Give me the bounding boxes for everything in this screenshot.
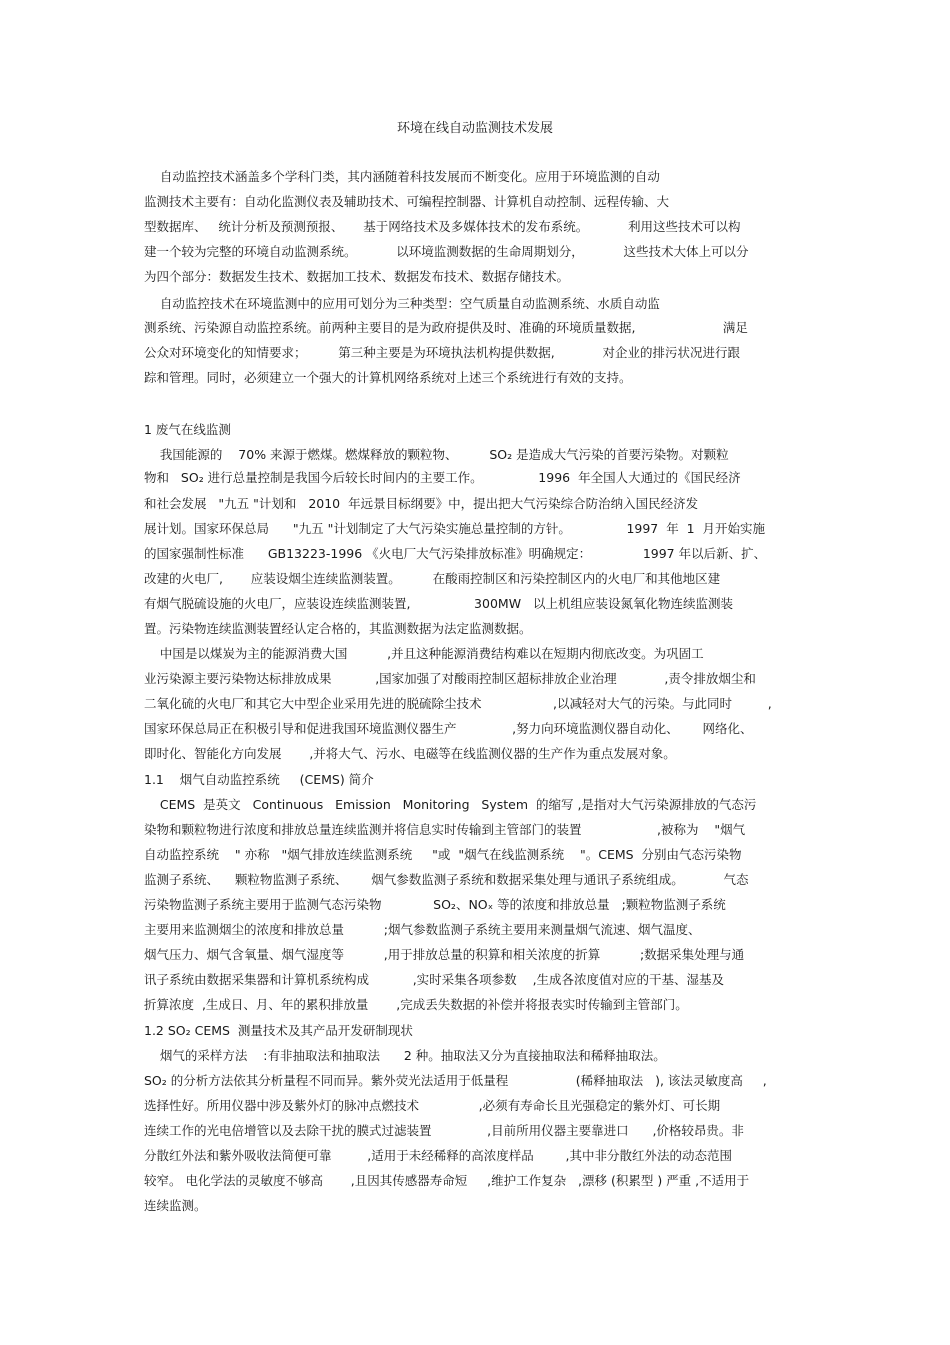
text-line: 有烟气脱硫设施的火电厂，应装设连续监测装置, 300MW 以上机组应装设氮氧化物连续监测装 (144, 596, 733, 611)
text-line: SO₂ 的分析方法依其分析量程不同而异。紫外荧光法适用于低量程 (稀释抽取法 ), 该法灵敏度高 , (144, 1073, 767, 1088)
text-line: 的国家强制性标准 GB13223-1996 《火电厂大气污染排放标准》明确规定： 1997 年以后新、扩、 (144, 546, 767, 561)
text-line: 自动监控技术在环境监测中的应用可划分为三种类型：空气质量自动监测系统、水质自动监 (144, 296, 660, 311)
text-line: 二氧化硫的火电厂和其它大中型企业采用先进的脱硫除尘技术 ,以减轻对大气的污染。与此同时 , (144, 696, 772, 711)
text-line: 主要用来监测烟尘的浓度和排放总量 ;烟气参数监测子系统主要用来测量烟气流速、烟气温度、 (144, 922, 701, 937)
text-line: 烟气压力、烟气含氧量、烟气湿度等 ,用于排放总量的积算和相关浓度的折算 ;数据采集处理与通 (144, 947, 745, 962)
text-line: 建一个较为完整的环境自动监测系统。 以环境监测数据的生命周期划分， 这些技术大体上可以分 (144, 244, 749, 259)
text-line: 和社会发展 "九五 "计划和 2010 年远景目标纲要》中，提出把大气污染综合防治纳入国民经济发 (144, 496, 699, 511)
text-line: 测系统、污染源自动监控系统。前两种主要目的是为政府提供及时、准确的环境质量数据, 满足 (144, 320, 748, 335)
document-title: 环境在线自动监测技术发展 (396, 121, 553, 136)
text-line: 型数据库、 统计分析及预测预报、 基于网络技术及多媒体技术的发布系统。 利用这些技术可以构 (144, 219, 741, 234)
text-line: 踪和管理。同时，必须建立一个强大的计算机网络系统对上述三个系统进行有效的支持。 (144, 370, 632, 385)
text-line: 国家环保总局正在积极引导和促进我国环境监测仪器生产 ,努力向环境监测仪器自动化、 网络化、 (144, 721, 753, 736)
section-heading: 1.1 烟气自动监控系统 (CEMS) 简介 (144, 772, 374, 787)
text-line: 讯子系统由数据采集器和计算机系统构成 ,实时采集各项参数 ,生成各浓度值对应的干基、湿基及 (144, 972, 725, 987)
text-line: 置。污染物连续监测装置经认定合格的，其监测数据为法定监测数据。 (144, 621, 532, 636)
section-heading: 1.2 SO₂ CEMS 测量技术及其产品开发研制现状 (144, 1023, 413, 1038)
text-line: CEMS 是英文 Continuous Emission Monitoring System 的缩写 ,是指对大气污染源排放的气态污 (144, 797, 757, 812)
text-line: 监测技术主要有：自动化监测仪表及辅助技术、可编程控制器、计算机自动控制、远程传输、大 (144, 194, 670, 209)
text-line: 自动监控技术涵盖多个学科门类，其内涵随着科技发展而不断变化。应用于环境监测的自动 (144, 169, 660, 184)
text-line: 业污染源主要污染物达标排放成果 ,国家加强了对酸雨控制区超标排放企业治理 ,责令排放烟尘和 (144, 671, 756, 686)
text-line: 改建的火电厂, 应装设烟尘连续监测装置。 在酸雨控制区和污染控制区内的火电厂和其他地区建 (144, 571, 721, 586)
text-line: 监测子系统、 颗粒物监测子系统、 烟气参数监测子系统和数据采集处理与通讯子系统组成。 气态 (144, 872, 749, 887)
text-line: 折算浓度 ,生成日、月、年的累积排放量 ,完成丢失数据的补偿并将报表实时传输到主管部门。 (144, 997, 688, 1012)
text-line: 展计划。国家环保总局 "九五 "计划制定了大气污染实施总量控制的方针。 1997 年 1 月开始实施 (144, 521, 766, 536)
text-line: 烟气的采样方法 :有非抽取法和抽取法 2 种。抽取法又分为直接抽取法和稀释抽取法。 (144, 1048, 666, 1063)
text-line: 选择性好。所用仪器中涉及紫外灯的脉冲点燃技术 ,必须有寿命长且光强稳定的紫外灯、可长期 (144, 1098, 721, 1113)
text-line: 中国是以煤炭为主的能源消费大国 ,并且这种能源消费结构难以在短期内彻底改变。为巩固工 (144, 646, 704, 661)
text-line: 染物和颗粒物进行浓度和排放总量连续监测并将信息实时传输到主管部门的装置 ,被称为 "烟气 (144, 822, 746, 837)
text-line: 自动监控系统 " 亦称 "烟气排放连续监测系统 "或 "烟气在线监测系统 "。CEMS 分别由气态污染物 (144, 847, 742, 862)
text-line: 我国能源的 70% 来源于燃煤。燃煤释放的颗粒物、 SO₂ 是造成大气污染的首要污染物。对颗粒 (144, 447, 729, 462)
text-line: 较窄。 电化学法的灵敏度不够高 ,且因其传感器寿命短 ,维护工作复杂 ,漂移 (积累型 ) 严重 ,不适用于 (144, 1173, 750, 1188)
text-line: 连续监测。 (144, 1198, 207, 1213)
text-line: 物和 SO₂ 进行总量控制是我国今后较长时间内的主要工作。 1996 年全国人大通过的《国民经济 (144, 470, 741, 485)
text-line: 公众对环境变化的知情要求； 第三种主要是为环境执法机构提供数据, 对企业的排污状况进行跟 (144, 345, 740, 360)
text-line: 为四个部分：数据发生技术、数据加工技术、数据发布技术、数据存储技术。 (144, 269, 570, 284)
section-heading: 1 废气在线监测 (144, 422, 231, 437)
text-line: 即时化、智能化方向发展 ,并将大气、污水、电磁等在线监测仪器的生产作为重点发展对象。 (144, 746, 676, 761)
text-line: 污染物监测子系统主要用于监测气态污染物 SO₂、NOₓ 等的浓度和排放总量 ;颗粒物监测子系统 (144, 897, 726, 912)
text-line: 连续工作的光电倍增管以及去除干扰的膜式过滤装置 ,目前所用仪器主要靠进口 ,价格较昂贵。非 (144, 1123, 744, 1138)
text-line: 分散红外法和紫外吸收法简便可靠 ,适用于未经稀释的高浓度样品 ,其中非分散红外法的动态范围 (144, 1148, 732, 1163)
